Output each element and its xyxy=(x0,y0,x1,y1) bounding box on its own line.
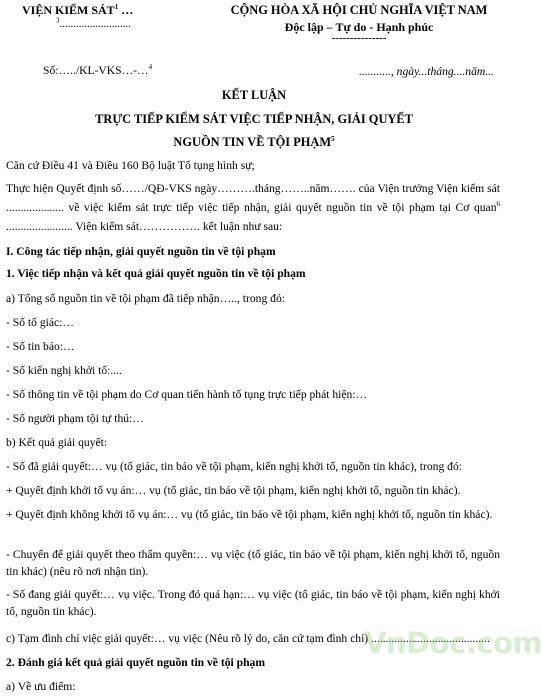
national-motto: Độc lập – Tự do - Hạnh phúc xyxy=(284,20,434,34)
list-item: + Quyết định không khởi tố vụ án:… vụ (tố giác, tin báo về tội phạm, kiến nghị khởi tố, nguồn tin khác). xyxy=(6,508,493,521)
list-item: - Số người phạm tội tự thú:… xyxy=(6,412,144,425)
subsection-heading-1-2: 2. Đánh giá kết quả giải quyết nguồn tin về tội phạm xyxy=(6,656,265,669)
list-item: - Số đang giải quyết:… vụ việc. Trong đó quá hạn:… vụ việc (tố giác, tin báo về tội phạm, kiến nghị khởi tố, nguồn tin khác). xyxy=(6,588,500,618)
nation-name: CỘNG HÒA XÃ HỘI CHỦ NGHĨA VIỆT NAM xyxy=(230,3,488,17)
document-title: KẾT LUẬN xyxy=(221,88,287,102)
advantages-heading: a) Về ưu điểm: xyxy=(6,680,76,693)
list-item: + Quyết định khởi tố vụ án:… vụ (tố giác, tin báo về tội phạm, kiến nghị khởi tố, nguồn tin khác). xyxy=(6,484,461,497)
list-item: - Số kiến nghị khởi tố:.... xyxy=(6,364,122,377)
document-number: Số:…../KL-VKS…-…$^4$ xyxy=(43,63,153,77)
suspension-line: c) Tạm đình chỉ việc giải quyết:… vụ việc (Nêu rõ lý do, căn cứ tạm đình chỉ) ......................................... xyxy=(6,632,490,645)
legal-basis-paragraph: Căn cứ Điều 41 và Điều 160 Bộ luật Tố tụng hình sự; xyxy=(6,159,255,172)
document-subtitle-line-1: TRỰC TIẾP KIỂM SÁT VIỆC TIẾP NHẬN, GIẢI QUYẾT xyxy=(95,112,413,126)
results-heading: b) Kết quả giải quyết: xyxy=(6,436,108,449)
section-heading-1: I. Công tác tiếp nhận, giải quyết nguồn tin về tội phạm xyxy=(6,245,276,258)
list-item: - Số tin báo:… xyxy=(6,340,75,353)
agency-sub-line: $^3$.......................... xyxy=(56,16,131,30)
list-item: - Chuyển để giải quyết theo thẩm quyền:… vụ việc (tố giác, tin báo về tội phạm, kiến nghị khởi tố, nguồn tin khác) (nêu rõ nơi nhận tin). xyxy=(6,548,500,578)
date-line: ..........., ngày...tháng....năm... xyxy=(359,65,494,78)
agency-name: VIỆN KIỂM SÁT$^1$ … xyxy=(22,3,134,17)
total-sources-line: a) Tổng số nguồn tin về tội phạm đã tiếp nhận….., trong đó: xyxy=(6,292,285,305)
subsection-heading-1-1: 1. Việc tiếp nhận và kết quả giải quyết nguồn tin về tội phạm xyxy=(6,267,306,280)
list-item: - Số tố giác:… xyxy=(6,316,74,329)
decision-paragraph: Thực hiện Quyết định số……/QĐ-VKS ngày……….tháng……..năm……. của Viện trưởng Viện kiểm sát .................... về việc kiểm sát trực tiếp việc tiếp nhận, giải quyết nguồn tin về tội phạm tại Cơ quan$^6$ ....................... Viện kiểm sát……………. kết luận như sau: xyxy=(6,182,500,233)
list-item: - Số đã giải quyết:… vụ (tố giác, tin báo về tội phạm, kiến nghị khởi tố, nguồn tin khác), trong đó: xyxy=(6,460,462,473)
list-item: - Số thông tin về tội phạm do Cơ quan tiến hành tố tụng trực tiếp phát hiện:… xyxy=(6,388,368,401)
watermark-logo: VnDoc.com xyxy=(364,626,542,660)
motto-underline: --------------- xyxy=(331,32,387,44)
document-subtitle-line-2: NGUỒN TIN VỀ TỘI PHẠM$^5$ xyxy=(173,134,335,149)
